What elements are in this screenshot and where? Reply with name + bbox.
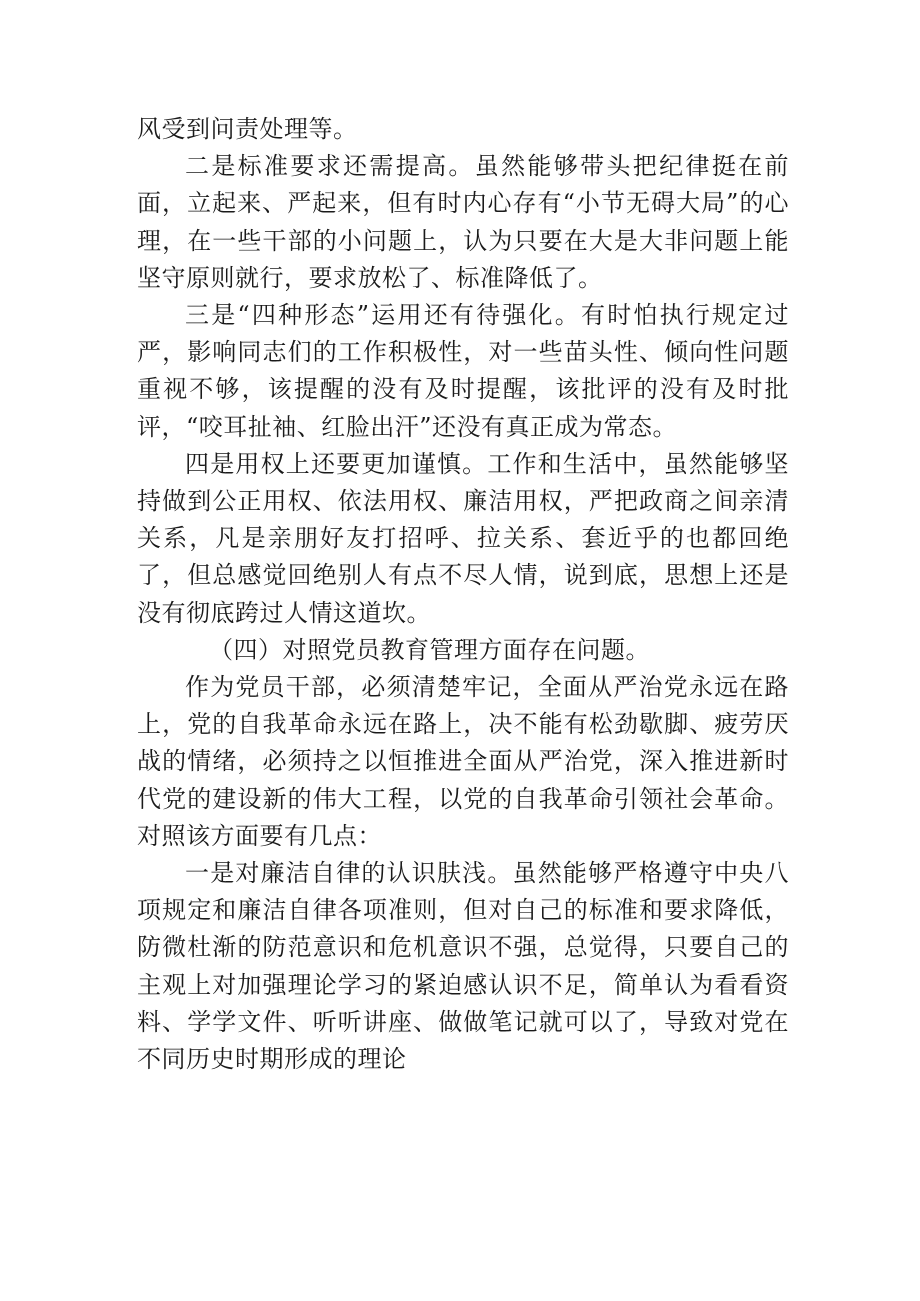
paragraph-standards: 二是标准要求还需提高。虽然能够带头把纪律挺在前面，立起来、严起来，但有时内心存有“小节无碍大局”的心理，在一些干部的小问题上，认为只要在大是大非问题上能坚守原则就行，要求放松了、标准降低了。 (137, 152, 789, 292)
paragraph-power-use: 四是用权上还要更加谨慎。工作和生活中，虽然能够坚持做到公正用权、依法用权、廉洁用权，严把政商之间亲清关系，凡是亲朋好友打招呼、拉关系、套近乎的也都回绝了，但总感觉回绝别人有点不尽人情，说到底，思想上还是没有彻底跨过人情这道坎。 (137, 449, 789, 627)
paragraph-integrity: 一是对廉洁自律的认识肤浅。虽然能够严格遵守中央八项规定和廉洁自律各项准则，但对自己的标准和要求降低，防微杜渐的防范意识和危机意识不强，总觉得，只要自己的主观上对加强理论学习的紧迫感认识不足，简单认为看看资料、学学文件、听听讲座、做做笔记就可以了，导致对党在不同历史时期形成的理论 (137, 859, 789, 1074)
section-heading-four: （四）对照党员教育管理方面存在问题。 (209, 635, 650, 664)
paragraph-party-members: 作为党员干部，必须清楚牢记，全面从严治党永远在路上，党的自我革命永远在路上，决不能有松劲歇脚、疲劳厌战的情绪，必须持之以恒推进全面从严治党，深入推进新时代党的建设新的伟大工程，以党的自我革命引领社会革命。对照该方面要有几点： (137, 673, 789, 850)
paragraph-continuation: 风受到问责处理等。 (137, 115, 358, 143)
paragraph-four-forms: 三是“四种形态”运用还有待强化。有时怕执行规定过严，影响同志们的工作积极性，对一些苗头性、倾向性问题重视不够，该提醒的没有及时提醒，该批评的没有及时批评，“咬耳扯袖、红脸出汗”还没有真正成为常态。 (137, 301, 789, 441)
document-body (137, 111, 789, 1078)
